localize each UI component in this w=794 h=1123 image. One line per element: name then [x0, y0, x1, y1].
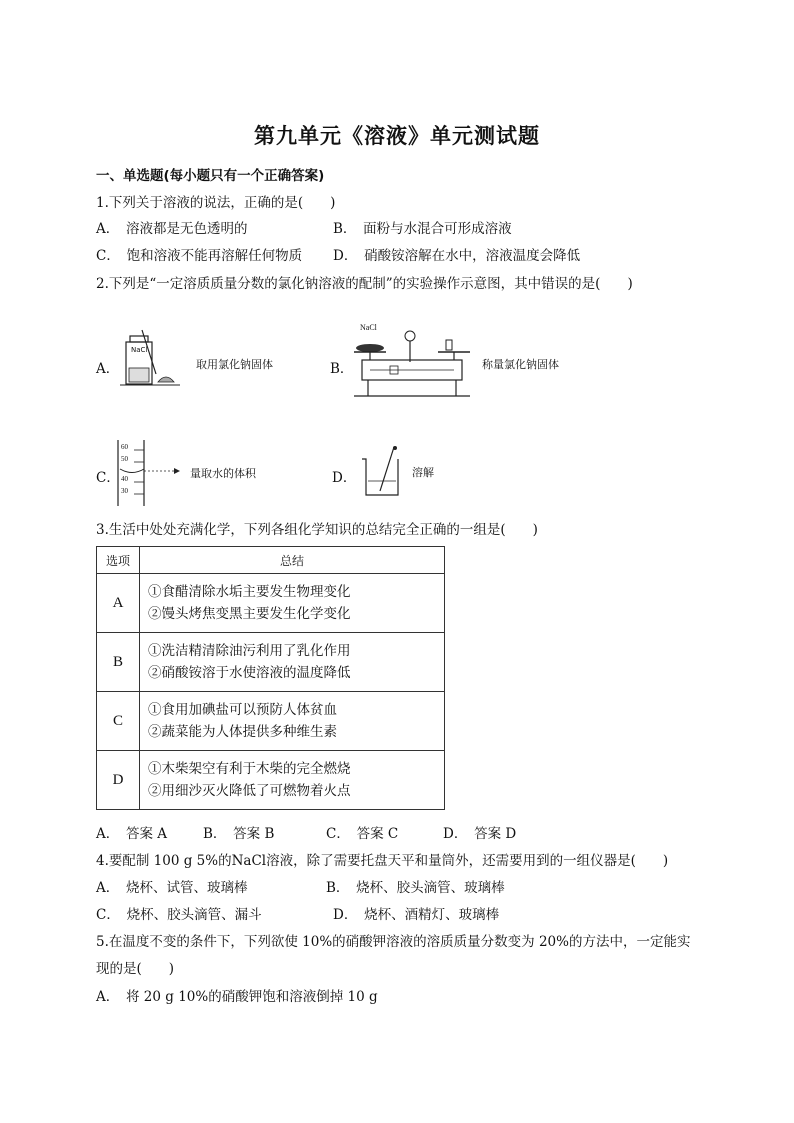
question-2-stem: 2.下列是“一定溶质质量分数的氯化钠溶液的配制”的实验操作示意图，其中错误的是( ): [96, 276, 633, 292]
bottle-label: NaCl: [131, 346, 148, 354]
table-cell-option: B: [97, 633, 140, 692]
question-2-option-d-letter[interactable]: D．: [332, 470, 357, 486]
table-row: [97, 574, 445, 633]
table-cell-option: D: [97, 751, 140, 810]
table-header-option: 选项: [97, 547, 140, 574]
table-cell-summary: ①木柴架空有利于木柴的完全燃烧 ②用细沙灭火降低了可燃物着火点: [140, 751, 445, 810]
question-1-option-d[interactable]: D． 硝酸铵溶解在水中，溶液温度会降低: [333, 248, 581, 264]
table-cell-option: C: [97, 692, 140, 751]
question-5-option-a[interactable]: A． 将 20 g 10%的硝酸钾饱和溶液倒掉 10 g: [96, 989, 378, 1005]
question-3-option-a[interactable]: A． 答案 A: [96, 826, 168, 842]
balance-figure: [350, 330, 474, 402]
question-1-option-b[interactable]: B． 面粉与水混合可形成溶液: [333, 221, 512, 237]
table-cell-option: A: [97, 574, 140, 633]
balance-label: NaCl: [360, 323, 377, 332]
question-3-stem: 3.生活中处处充满化学，下列各组化学知识的总结完全正确的一组是( ): [96, 522, 538, 538]
page-title: 第九单元《溶液》单元测试题: [254, 124, 540, 148]
summary-table: [96, 546, 445, 810]
table-row: [97, 692, 445, 751]
question-4-stem: 4.要配制 100 g 5%的NaCl溶液，除了需要托盘天平和量筒外，还需要用到的一组仪器是( ): [96, 853, 669, 869]
cylinder-scale-30: 30: [121, 487, 128, 495]
question-2-option-b-caption: 称量氯化钠固体: [482, 358, 559, 371]
question-2-option-b-letter[interactable]: B．: [330, 361, 354, 377]
beaker-figure: [358, 445, 408, 497]
table-row: [97, 633, 445, 692]
question-5-stem-line1: 5.在温度不变的条件下，下列欲使 10%的硝酸钾溶液的溶质质量分数变为 20%的方法中，一定能实: [96, 934, 691, 950]
question-2-option-a-caption: 取用氯化钠固体: [196, 358, 273, 371]
question-1-option-a[interactable]: A． 溶液都是无色透明的: [96, 221, 248, 237]
table-cell-summary: ①食醋清除水垢主要发生物理变化 ②馒头烤焦变黑主要发生化学变化: [140, 574, 445, 633]
question-4-option-d[interactable]: D． 烧杯、酒精灯、玻璃棒: [333, 907, 500, 923]
cylinder-scale-40: 40: [121, 475, 128, 483]
question-3-option-c[interactable]: C． 答案 C: [326, 826, 399, 842]
table-row: [97, 751, 445, 810]
question-3-option-d[interactable]: D． 答案 D: [443, 826, 517, 842]
question-2-option-d-caption: 溶解: [412, 466, 434, 479]
question-2-option-a-letter[interactable]: A．: [96, 361, 120, 377]
question-4-option-c[interactable]: C． 烧杯、胶头滴管、漏斗: [96, 907, 262, 923]
question-4-option-a[interactable]: A． 烧杯、试管、玻璃棒: [96, 880, 248, 896]
question-3-option-b[interactable]: B． 答案 B: [203, 826, 275, 842]
question-5-stem-line2: 现的是( ): [96, 961, 175, 977]
table-header-summary: 总结: [140, 547, 445, 574]
table-cell-summary: ①食用加碘盐可以预防人体贫血 ②蔬菜能为人体提供多种维生素: [140, 692, 445, 751]
question-1-stem: 1.下列关于溶液的说法，正确的是( ): [96, 195, 336, 211]
section-heading: 一、单选题(每小题只有一个正确答案): [96, 168, 325, 184]
cylinder-scale-60: 60: [121, 443, 128, 451]
table-cell-summary: ①洗洁精清除油污利用了乳化作用 ②硝酸铵溶于水使溶液的温度降低: [140, 633, 445, 692]
question-4-option-b[interactable]: B． 烧杯、胶头滴管、玻璃棒: [326, 880, 505, 896]
reagent-bottle-figure: [120, 328, 182, 388]
cylinder-scale-50: 50: [121, 455, 128, 463]
question-2-option-c-caption: 量取水的体积: [190, 467, 256, 480]
question-2-option-c-letter[interactable]: C．: [96, 470, 120, 486]
question-1-option-c[interactable]: C． 饱和溶液不能再溶解任何物质: [96, 248, 303, 264]
